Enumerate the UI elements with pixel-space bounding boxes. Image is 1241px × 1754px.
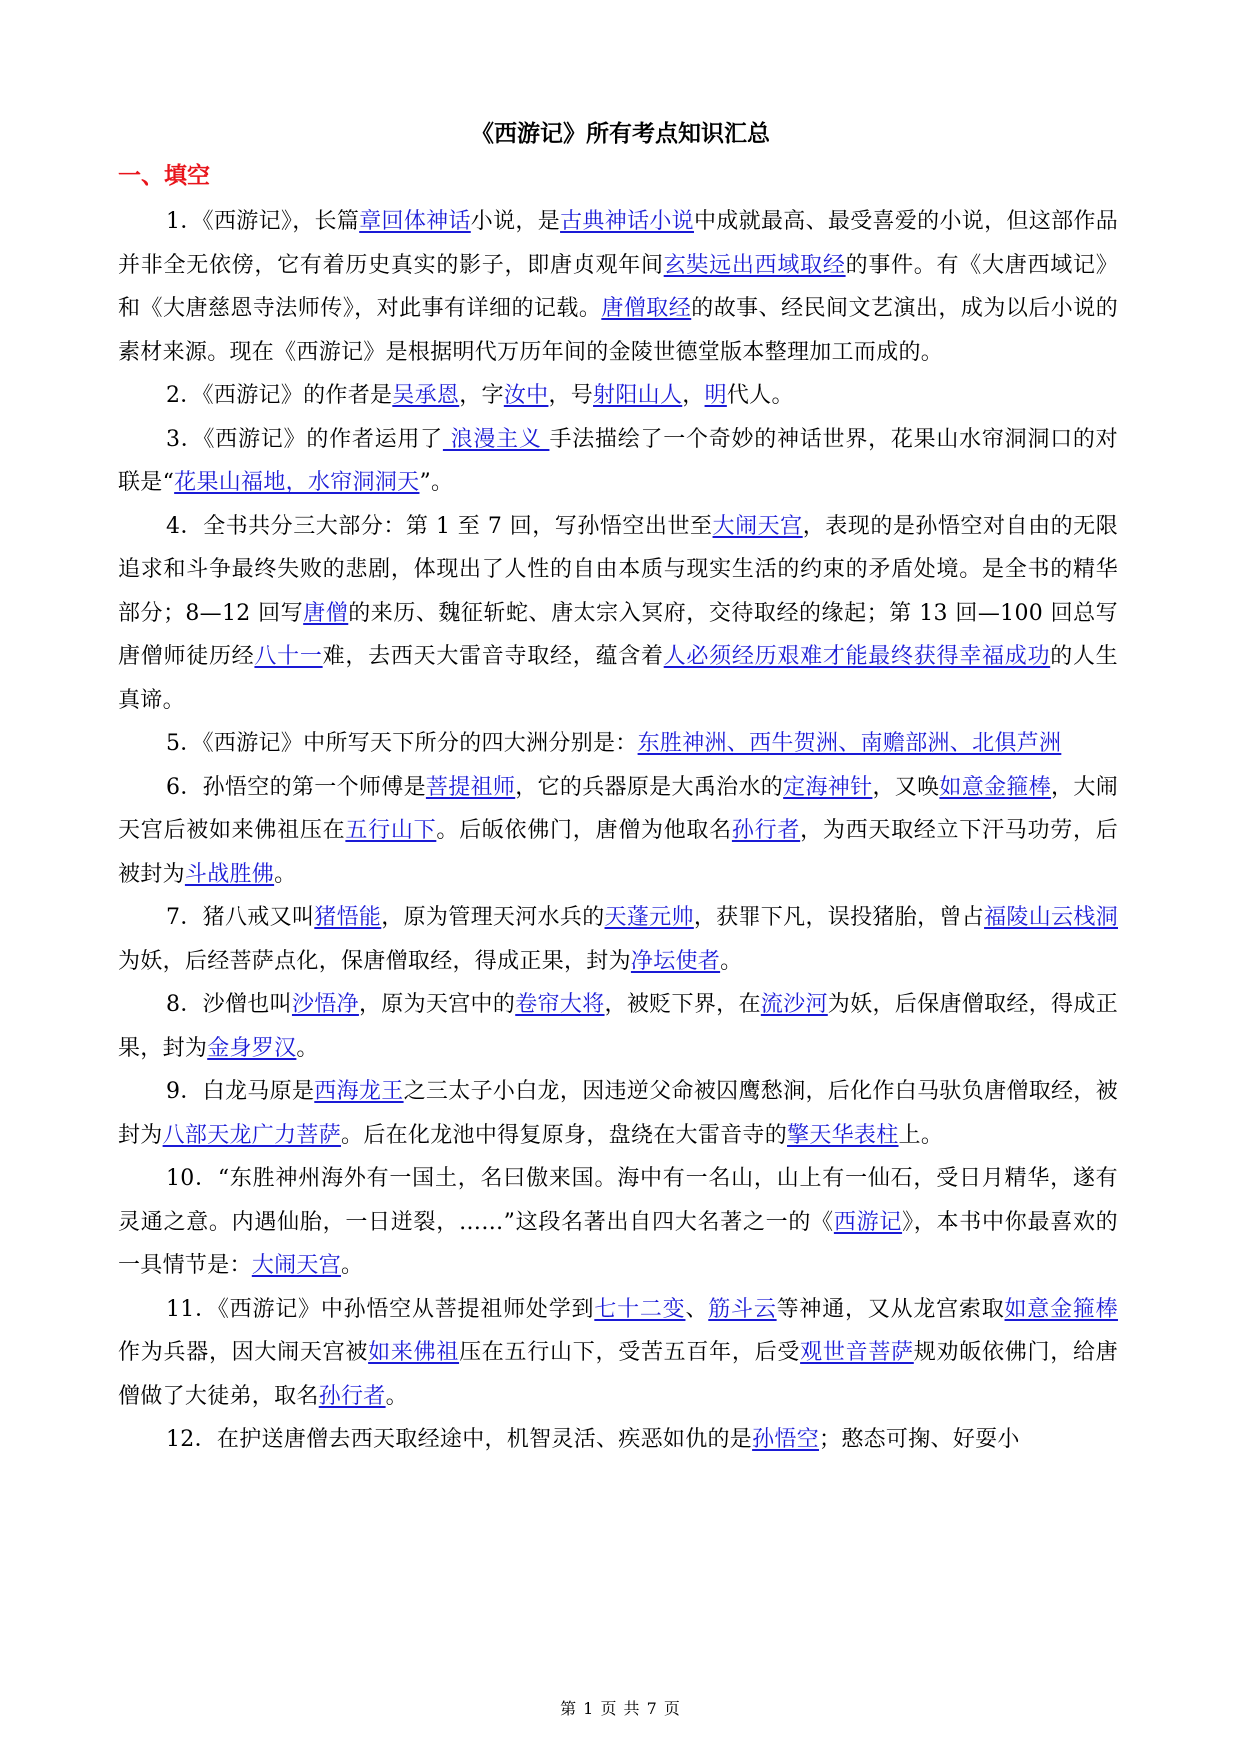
answer-text: 定海神针 — [783, 774, 873, 800]
question-item — [118, 983, 1118, 1070]
question-text: ，它的兵器原是大禹治水的 — [515, 774, 784, 800]
question-item — [118, 766, 1118, 897]
question-text: 。 — [720, 948, 743, 974]
question-text: 、 — [685, 1296, 709, 1322]
answer-text: 浪漫主义 — [442, 426, 550, 452]
answer-text: 八部天龙广力菩萨 — [162, 1122, 342, 1148]
question-text: 。 — [385, 1383, 408, 1409]
answer-text: 净坛使者 — [630, 948, 721, 974]
answer-text: 斗战胜佛 — [184, 861, 275, 887]
question-text: ；憨态可掬、好耍小 — [819, 1427, 1020, 1452]
question-item — [118, 1070, 1118, 1157]
question-text: 的故事、经民间文艺演出，成为以后小说的素材来源。现在《西游记》是根据明代万历年间的金陵世德堂版本整理加工而成的。 — [118, 296, 1118, 365]
question-text: ，为西天取经立下汗马功劳，后被封为 — [118, 818, 1118, 887]
answer-text: 筋斗云 — [708, 1296, 777, 1322]
question-text: 之三太子小白龙，因违逆父命被囚鹰愁涧，后化作白马驮负唐僧取经，被封为 — [118, 1079, 1118, 1148]
document-title: 《西游记》所有考点知识汇总 — [471, 120, 770, 147]
question-item — [118, 418, 1118, 505]
question-text: 8．沙僧也叫 — [166, 992, 292, 1017]
question-text: 》，本书中你最喜欢的一具情节是： — [118, 1209, 1118, 1278]
answer-text: 如意金箍棒 — [1004, 1296, 1118, 1322]
question-text: 。 — [274, 861, 297, 887]
question-text: 9．白龙马原是 — [166, 1079, 315, 1104]
question-text: 5．《西游记》中所写天下所分的四大洲分别是： — [166, 731, 638, 756]
question-item — [118, 1157, 1118, 1288]
question-text: 2．《西游记》的作者是 — [166, 383, 393, 408]
question-text: 的事件。有《大唐西域记》和《大唐慈恩寺法师传》，对此事有详细的记载。 — [118, 252, 1118, 321]
answer-text: 大闹天宫 — [251, 1253, 342, 1278]
answer-text: 西海龙王 — [314, 1079, 404, 1104]
answer-text: 八十一 — [254, 644, 323, 669]
question-text: 为妖，后保唐僧取经，得成正果，封为 — [118, 992, 1118, 1061]
question-text: ， — [682, 383, 705, 408]
question-item — [118, 1418, 1118, 1462]
answer-text: 汝中 — [503, 383, 549, 408]
section-heading: 一、填空 — [118, 163, 210, 189]
answer-text: 人必须经历艰难才能最终获得幸福成功 — [663, 644, 1051, 669]
question-text: 作为兵器，因大闹天宫被 — [118, 1340, 369, 1365]
question-text: ，又唤 — [872, 774, 940, 800]
question-text: 。后皈依佛门，唐僧为他取名 — [436, 818, 732, 843]
question-text: 为妖，后经菩萨点化，保唐僧取经，得成正果，封为 — [118, 948, 631, 974]
question-text: 。 — [341, 1253, 364, 1278]
question-text: ，原为管理天河水兵的 — [381, 905, 605, 930]
answer-text: 射阳山人 — [593, 383, 683, 408]
question-text: 。后在化龙池中得复原身，盘绕在大雷音寺的 — [341, 1122, 788, 1148]
answer-text: 擎天华表柱 — [787, 1122, 899, 1148]
question-text: ，表现的是孙悟空对自由的无限追求和斗争最终失败的悲剧，体现出了人性的自由本质与现实生活的约束的矛盾处境。是全书的精华部分；8—12 回写 — [118, 513, 1118, 626]
question-text: 4．全书共分三大部分：第 1 至 7 回，写孙悟空出世至 — [166, 513, 713, 539]
question-text: 6．孙悟空的第一个师傅是 — [166, 774, 426, 800]
answer-text: 大闹天宫 — [712, 513, 803, 539]
question-item — [118, 722, 1118, 766]
question-text: ，被贬下界，在 — [604, 992, 761, 1017]
question-text: ，字 — [459, 383, 504, 408]
answer-text: 孙悟空 — [752, 1427, 820, 1452]
question-text: ，原为天宫中的 — [358, 992, 516, 1017]
answer-text: 沙悟净 — [291, 992, 359, 1017]
question-text: 难，去西天大雷音寺取经，蕴含着 — [322, 644, 664, 669]
answer-text: 如来佛祖 — [368, 1340, 460, 1365]
question-text: 7．猪八戒又叫 — [166, 905, 315, 930]
question-text: 代人。 — [726, 383, 794, 408]
question-text: 中成就最高、最受喜爱的小说，但这部作品并非全无依傍，它有着历史真实的影子，即唐贞观年间 — [118, 209, 1119, 278]
answer-text: 七十二变 — [594, 1296, 686, 1322]
page-footer: 第 1 页 共 7 页 — [560, 1699, 681, 1718]
answer-text: 猪悟能 — [314, 905, 382, 930]
question-text: 1．《西游记》，长篇 — [166, 209, 360, 234]
answer-text: 东胜神洲、西牛贺洲、南赡部洲、北俱芦洲 — [637, 731, 1062, 756]
answer-text: 吴承恩 — [392, 383, 460, 408]
answer-text: 金身罗汉 — [207, 1035, 297, 1061]
question-text: 的人生真谛。 — [118, 644, 1118, 713]
document-body — [118, 200, 1118, 1462]
question-text: ，大闹天宫后被如来佛祖压在 — [118, 774, 1118, 843]
answer-text: 流沙河 — [760, 992, 828, 1017]
answer-text: 福陵山云栈洞 — [984, 905, 1118, 930]
answer-text: 章回体神话 — [359, 209, 471, 234]
answer-text: 古典神话小说 — [560, 209, 694, 234]
answer-text: 花果山福地，水帘洞洞天 — [174, 470, 420, 495]
question-text: 10．“东胜神州海外有一国土，名曰傲来国。海中有一名山，山上有一仙石，受日月精华，遂有灵通之意。内遇仙胎，一日迸裂，……”这段名著出自四大名著之一的《 — [118, 1166, 1118, 1235]
question-text: 上。 — [898, 1122, 944, 1148]
question-text: 。 — [296, 1035, 319, 1061]
question-text: 3．《西游记》的作者运用了 — [166, 426, 443, 452]
question-text: 12．在护送唐僧去西天取经途中，机智灵活、疾恶如仇的是 — [166, 1427, 753, 1452]
question-item — [118, 896, 1118, 983]
answer-text: 五行山下 — [345, 818, 437, 843]
question-item — [118, 374, 1118, 418]
answer-text: 如意金箍棒 — [939, 774, 1052, 800]
question-text: 压在五行山下，受苦五百年，后受 — [459, 1340, 801, 1365]
answer-text: 明 — [704, 383, 727, 408]
answer-text: 唐僧取经 — [601, 296, 692, 321]
answer-text: 卷帘大将 — [515, 992, 605, 1017]
question-text: ，获罪下凡，误投猪胎，曾占 — [693, 905, 985, 930]
question-item — [118, 505, 1118, 723]
question-text: 11．《西游记》中孙悟空从菩提祖师处学到 — [166, 1296, 595, 1322]
answer-text: 孙行者 — [318, 1383, 386, 1409]
answer-text: 玄奘远出西域取经 — [663, 252, 846, 278]
answer-text: 唐僧 — [303, 600, 349, 626]
question-text: 等神通，又从龙宫索取 — [776, 1296, 1005, 1322]
answer-text: 孙行者 — [731, 818, 801, 843]
question-text: ，号 — [548, 383, 594, 408]
question-text: 小说，是 — [470, 209, 561, 234]
question-item — [118, 200, 1118, 374]
question-text: 的来历、魏征斩蛇、唐太宗入冥府，交待取经的缘起；第 13 回—100 回总写唐僧师徒历经 — [118, 600, 1118, 669]
question-item — [118, 1288, 1118, 1419]
question-text: ”。 — [419, 470, 454, 495]
answer-text: 观世音菩萨 — [800, 1340, 914, 1365]
question-text: 规劝皈依佛门，给唐僧做了大徒弟，取名 — [118, 1340, 1118, 1409]
question-text: 手法描绘了一个奇妙的神话世界，花果山水帘洞洞口的对联是“ — [118, 426, 1118, 495]
answer-text: 西游记 — [833, 1209, 903, 1235]
answer-text: 菩提祖师 — [425, 774, 516, 800]
answer-text: 天蓬元帅 — [604, 905, 694, 930]
